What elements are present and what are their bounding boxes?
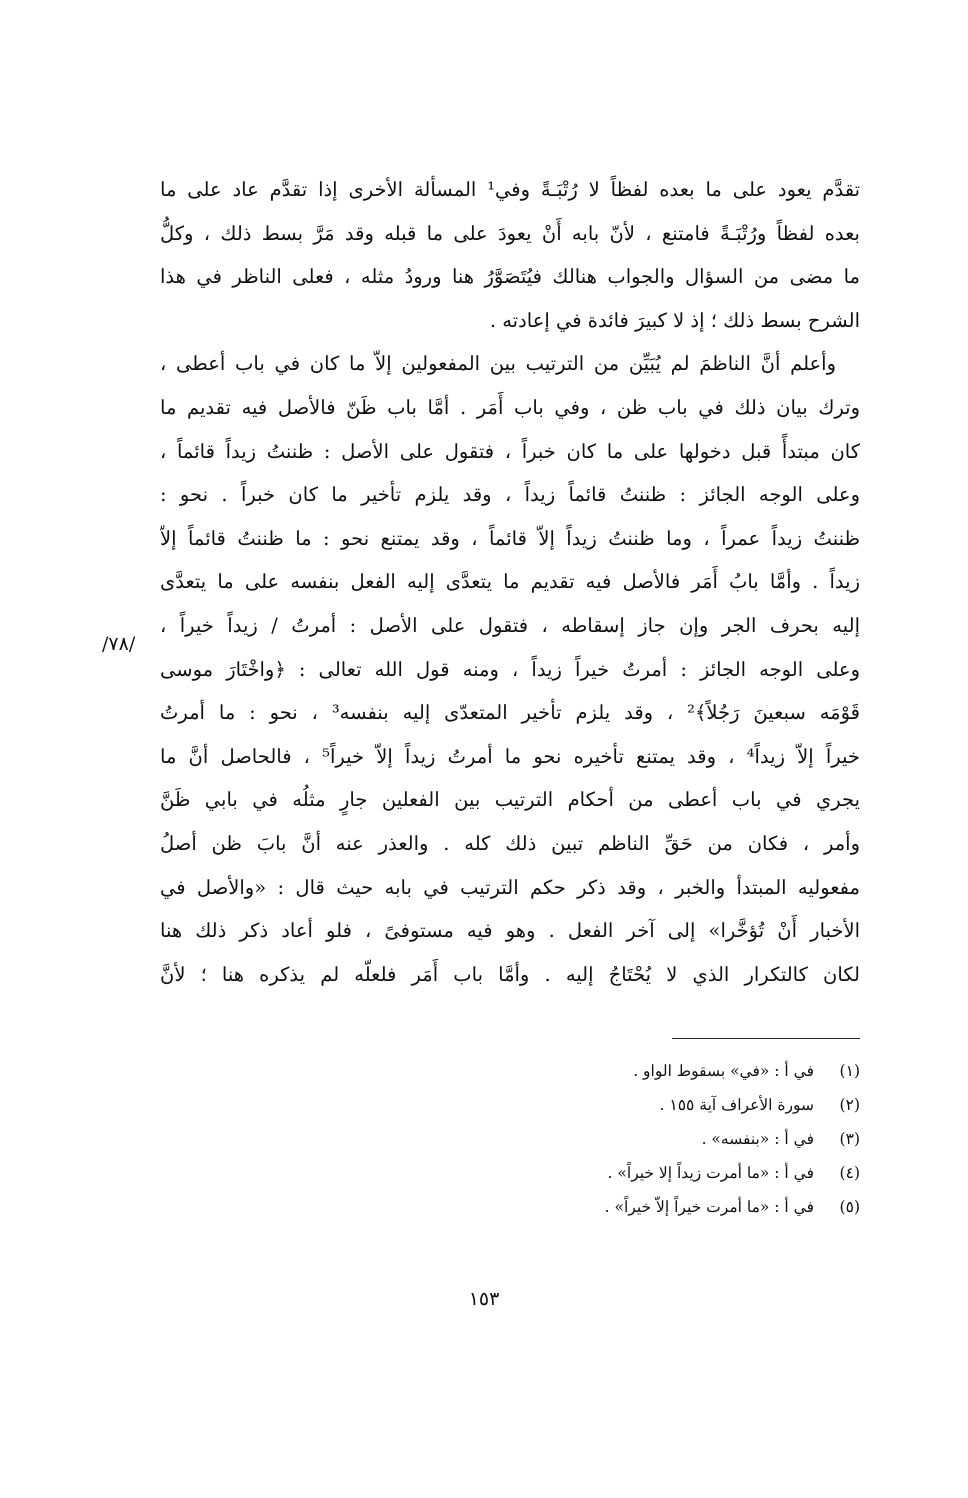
text-line: وعلى الوجه الجائز : ظننتُ قائماً زيداً ، وقد يلزم تأخير ما كان خبراً . نحو : xyxy=(160,483,860,507)
text-line: زيداً . وأمَّا بابُ أَمَر فالأصل فيه تقديم ما يتعدَّى إليه الفعل بنفسه على ما يتعدَّى xyxy=(160,570,860,594)
footnote-number: (٣) xyxy=(839,1130,860,1148)
footnote-number: (٥) xyxy=(839,1198,860,1216)
text-line: إليه بحرف الجر وإن جاز إسقاطه ، فتقول على الأصل : أمرتُ / زيداً خيراً ، xyxy=(160,613,860,637)
footnote xyxy=(300,1190,860,1224)
text-line: قَوْمَه سبعينَ رَجُلاً﴾² ، وقد يلزم تأخير المتعدّى إليه بنفسه³ ، نحو : ما أمرتُ xyxy=(160,701,860,725)
text-line: لكان كالتكرار الذي لا يُحْتَاجُ إليه . وأمَّا باب أَمَر فلعلّه لم يذكره هنا ؛ لأنَّ xyxy=(160,962,860,986)
text-line: يجري في باب أعطى من أحكام الترتيب بين الفعلين جارٍ مثلُه في بابي ظَنَّ xyxy=(160,788,860,812)
text-line: بعده لفظاً ورُتْبَـةً فامتنع ، لأنّ بابه أَنْ يعودَ على ما قبله وقد مَرَّ بسط ذلك ، وكلُّ xyxy=(160,221,860,245)
footnote-text: في أ : «ما أمرت زيداً إلا خيراً» . xyxy=(607,1164,814,1182)
text-line: خيراً إلاّ زيداً⁴ ، وقد يمتنع تأخيره نحو ما أمرتُ زيداً إلاّ خيراً⁵ ، فالحاصل أنَّ ما xyxy=(160,744,860,768)
text-line: مفعوليه المبتدأ والخبر ، وقد ذكر حكم الترتيب في بابه حيث قال : «والأصل في xyxy=(160,875,860,899)
footnotes xyxy=(300,1054,860,1224)
text-line: الشرح بسط ذلك ؛ إذ لا كبيرَ فائدة في إعادته . xyxy=(489,308,860,332)
text-line: تقدَّم يعود على ما بعده لفظاً لا رُتْبَـةً وفي¹ المسألة الأخرى إذا تقدَّم عاد على ما xyxy=(160,178,860,201)
footnote-separator xyxy=(672,1038,860,1039)
text-line: كان مبتدأً قبل دخولها على ما كان خبراً ، فتقول على الأصل : ظننتُ زيداً قائماً ، xyxy=(160,439,860,463)
footnote xyxy=(300,1122,860,1156)
text-line: وأعلم أنَّ الناظمَ لم يُبَيِّن من الترتيب بين المفعولين إلاّ ما كان في باب أعطى ، xyxy=(160,352,836,376)
footnote xyxy=(300,1054,860,1088)
footnote-text: في أ : «بنفسه» . xyxy=(701,1130,814,1148)
footnote-number: (٤) xyxy=(839,1164,860,1182)
text-line: وعلى الوجه الجائز : أمرتُ خيراً زيداً ، ومنه قول الله تعالى : ﴿واخْتَارَ موسى xyxy=(160,657,860,681)
footnote-text: في أ : «ما أمرت خيراً إلاّ خيراً» . xyxy=(604,1198,814,1216)
text-line: الأخبار أَنْ تُؤخَّرا» إلى آخر الفعل . وهو فيه مستوفىً ، فلو أعاد ذكر ذلك هنا xyxy=(160,919,860,943)
page-number: ١٥٣ xyxy=(468,1288,500,1310)
footnote-number: (٢) xyxy=(839,1096,860,1114)
footnote-text: سورة الأعراف آية ١٥٥ . xyxy=(659,1096,814,1114)
text-line: ما مضى من السؤال والجواب هنالك فيُتَصَوَّرُ هنا ورودُ مثله ، فعلى الناظر في هذا xyxy=(160,265,860,289)
footnote-number: (١) xyxy=(839,1062,860,1080)
footnote xyxy=(300,1088,860,1122)
footnote-text: في أ : «في» بسقوط الواو . xyxy=(633,1062,814,1080)
text-line: ظننتُ زيداً عمراً ، وما ظننتُ زيداً إلاّ قائماً ، وقد يمتنع نحو : ما ظننتُ قائماً إلاّ xyxy=(160,526,860,550)
manuscript-folio-marker: /٧٨/ xyxy=(102,633,136,655)
text-line: وترك بيان ذلك في باب ظن ، وفي باب أَمَر . أمَّا باب ظَنّ فالأصل فيه تقديم ما xyxy=(160,395,860,419)
footnote xyxy=(300,1156,860,1190)
text-line: وأمر ، فكان من حَقِّ الناظم تبين ذلك كله . والعذر عنه أنَّ بابَ ظن أصلُ xyxy=(160,831,860,855)
main-text-block xyxy=(160,168,860,996)
